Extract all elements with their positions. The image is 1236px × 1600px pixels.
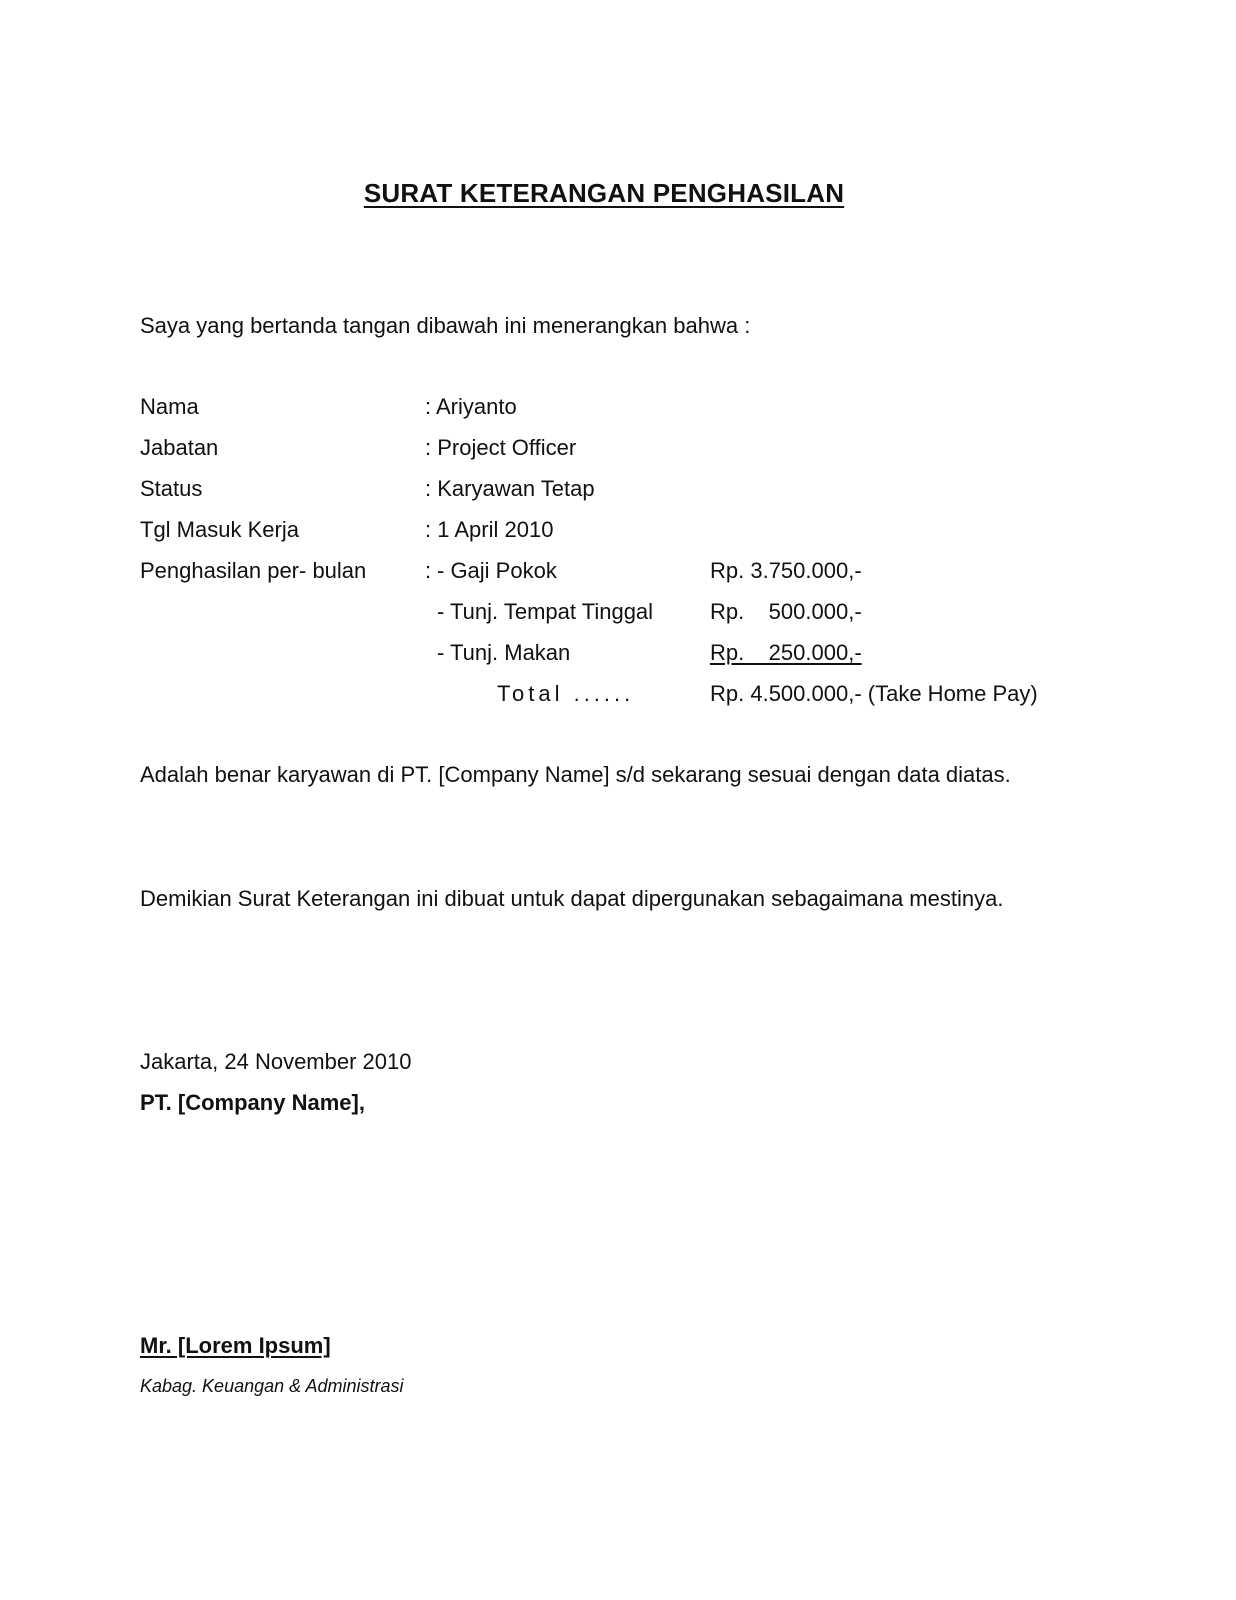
signatory-name: Mr. [Lorem Ipsum] [140, 1333, 331, 1358]
field-label-jabatan: Jabatan [140, 435, 219, 460]
income-item-tunj-makan: - Tunj. Makan [437, 640, 571, 665]
income-label: Penghasilan per- bulan [140, 558, 367, 583]
income-amount-tunj-tempat-tinggal: Rp. 500.000,- [710, 599, 862, 624]
company-name: PT. [Company Name], [140, 1090, 365, 1115]
place-date: Jakarta, 24 November 2010 [140, 1049, 412, 1074]
income-item-gaji-pokok: - Gaji Pokok [437, 558, 557, 583]
field-label-tgl-masuk: Tgl Masuk Kerja [140, 517, 299, 542]
field-value-status: : Karyawan Tetap [425, 476, 595, 501]
paragraph-confirmation: Adalah benar karyawan di PT. [Company Name] s/d sekarang sesuai dengan data diatas. [140, 762, 1011, 787]
income-item-tunj-tempat-tinggal: - Tunj. Tempat Tinggal [437, 599, 654, 624]
income-total-label: Total ...... [497, 681, 635, 706]
intro-text: Saya yang bertanda tangan dibawah ini menerangkan bahwa : [140, 313, 751, 338]
signatory-title: Kabag. Keuangan & Administrasi [140, 1376, 404, 1396]
field-value-jabatan: : Project Officer [425, 435, 577, 460]
field-value-tgl-masuk: : 1 April 2010 [425, 517, 554, 542]
document-title [0, 178, 1208, 209]
income-colon: : [425, 558, 432, 583]
income-amount-gaji-pokok: Rp. 3.750.000,- [710, 558, 862, 583]
field-label-nama: Nama [140, 394, 199, 419]
paragraph-closing: Demikian Surat Keterangan ini dibuat untuk dapat dipergunakan sebagaimana mestinya. [140, 886, 1004, 911]
income-amount-tunj-makan: Rp. 250.000,- [710, 640, 862, 665]
field-label-status: Status [140, 476, 203, 501]
income-total-amount: Rp. 4.500.000,- (Take Home Pay) [710, 681, 1038, 706]
document-title-text: SURAT KETERANGAN PENGHASILAN [363, 178, 845, 208]
field-value-nama: : Ariyanto [425, 394, 517, 419]
